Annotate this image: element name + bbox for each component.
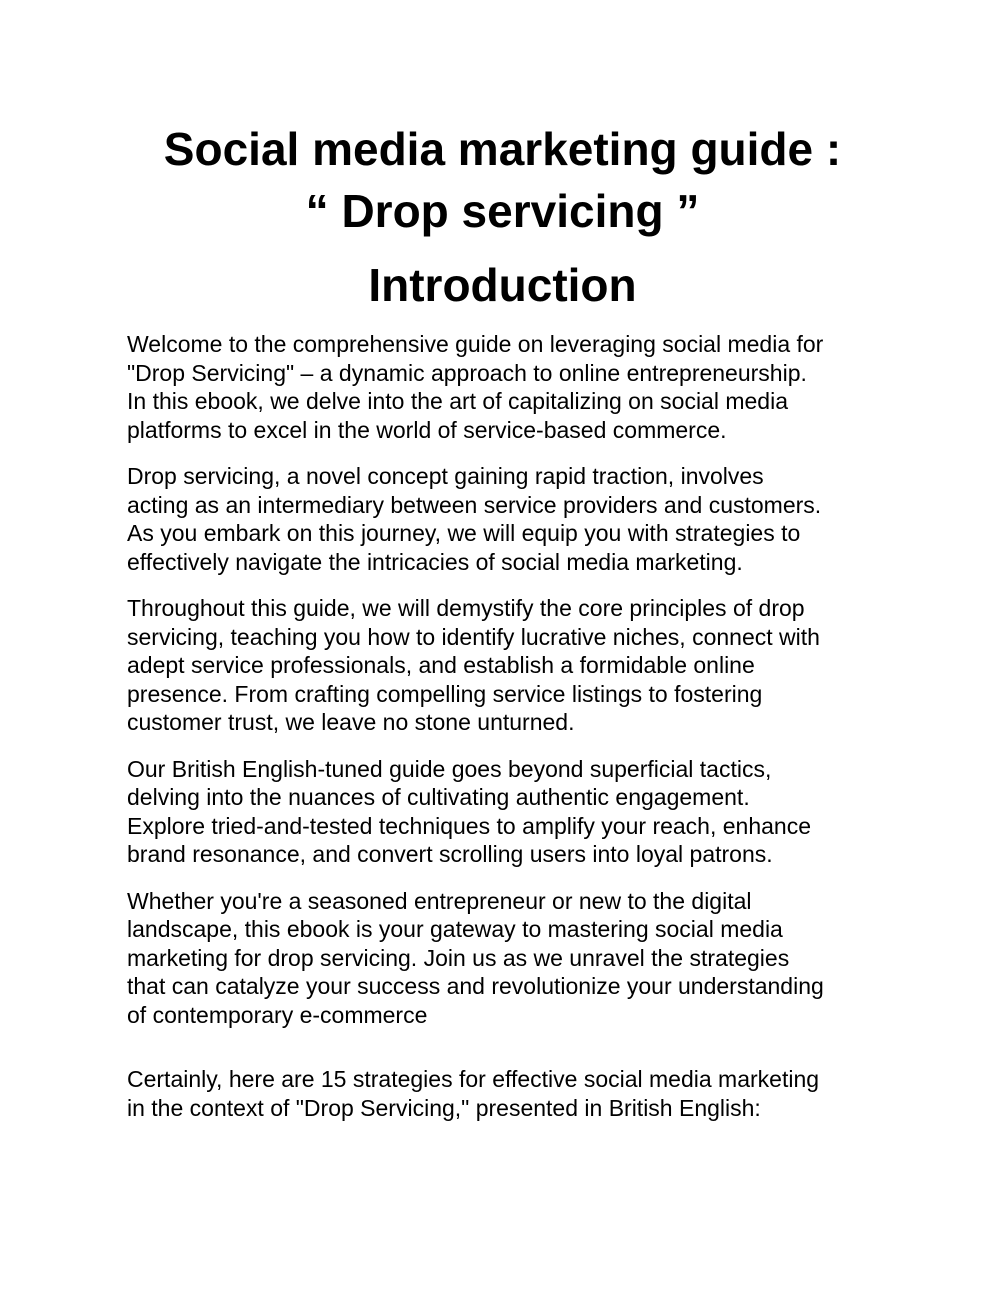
document-title-line-1: Social media marketing guide : [163, 123, 842, 175]
section-heading-introduction: Introduction [368, 259, 637, 311]
paragraph-drop-servicing-concept: Drop servicing, a novel concept gaining rapid traction, involves acting as an intermediary between service providers and customers. As you embark on this journey, we will equip you with strategies to effectively navigate the intricacies of social media marketing. [127, 463, 822, 575]
paragraph-strategies-intro: Certainly, here are 15 strategies for effective social media marketing in the context of "Drop Servicing," presented in British English: [127, 1066, 820, 1121]
document-title [0, 118, 1005, 242]
paragraph-gateway: Whether you're a seasoned entrepreneur or new to the digital landscape, this ebook is your gateway to mastering social media marketing for drop servicing. Join us as we unravel the strategies that can catalyze your success and revolutionize your understanding of contemporary e-commerce [127, 887, 824, 1028]
introduction-body [127, 330, 887, 1140]
paragraph-british-english-guide: Our British English-tuned guide goes beyond superficial tactics, delving into the nuances of cultivating authentic engagement. Explore tried-and-tested techniques to amplify your reach, enhance brand resonance, and convert scrolling users into loyal patrons. [127, 755, 812, 867]
document-title-line-2: “ Drop servicing ” [305, 185, 700, 237]
paragraph-guide-overview: Throughout this guide, we will demystify the core principles of drop servicing, teaching you how to identify lucrative niches, connect with adept service professionals, and establish a formidable online presence. From crafting compelling service listings to fostering customer trust, we leave no stone unturned. [127, 595, 820, 735]
paragraph-welcome: Welcome to the comprehensive guide on leveraging social media for "Drop Servicing" – a dynamic approach to online entrepreneurship. In this ebook, we delve into the art of capitalizing on social media platforms to excel in the world of service-based commerce. [127, 331, 824, 443]
